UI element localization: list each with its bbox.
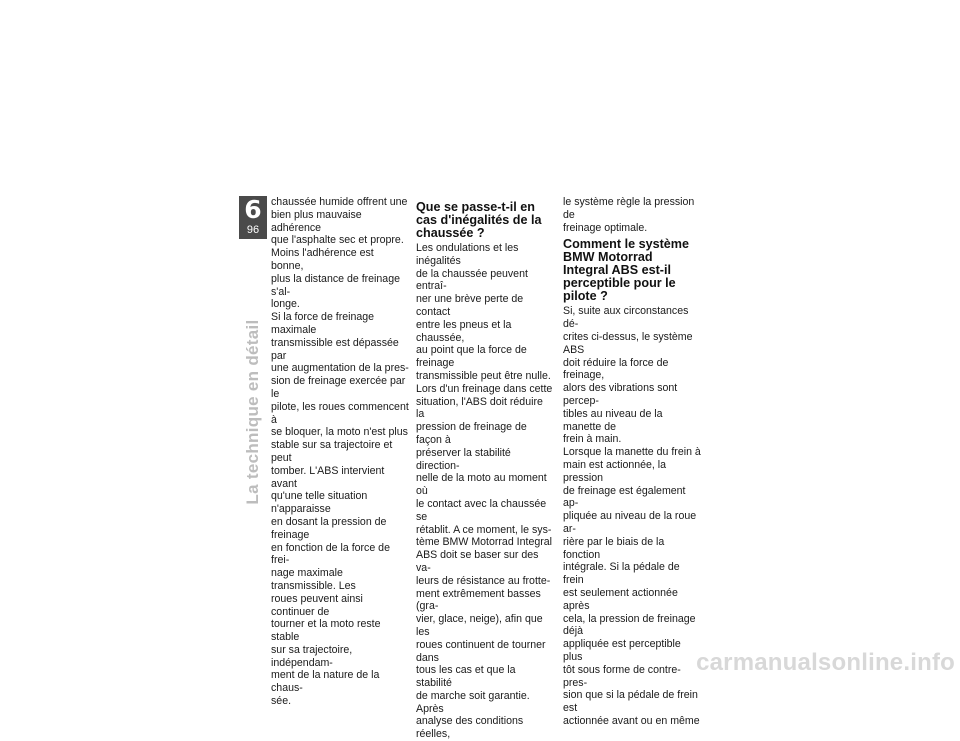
text-line: roues continuent de tourner dans: [416, 638, 546, 664]
text-line: plus la distance de freinage s'al-: [271, 272, 400, 298]
text-line: nelle de la moto au moment où: [416, 472, 547, 498]
text-line: Moins l'adhérence est bonne,: [271, 247, 374, 272]
text-line: pression de freinage de façon à: [416, 421, 527, 446]
text-line: de freinage est également ap-: [563, 484, 686, 510]
text-line: est seulement actionnée après: [563, 586, 678, 612]
text-line: transmissible peut être nulle.: [416, 369, 551, 382]
chapter-marker: [239, 196, 267, 239]
text-line: en fonction de la force de frei-: [271, 541, 390, 567]
text-line: sur sa trajectoire, indépendam-: [271, 643, 353, 669]
continued-paragraph: [563, 196, 701, 234]
page-number: 96: [246, 224, 260, 236]
text-line: Lors d'un freinage dans cette: [416, 382, 553, 395]
text-line: stable sur sa trajectoire et peut: [271, 439, 393, 464]
text-line: freinage optimale.: [563, 221, 648, 234]
text-line: longe.: [271, 298, 300, 311]
text-line: vier, glace, neige), afin que les: [416, 613, 543, 638]
text-line: chaussée humide offrent une: [271, 196, 408, 208]
text-line: pilote, les roues commencent à: [271, 400, 409, 426]
text-line: Lorsque la manette du frein à: [563, 446, 701, 459]
text-line: sée.: [271, 695, 292, 708]
text-line: sion que si la pédale de frein est: [563, 689, 698, 715]
text-line: de la chaussée peuvent entraî-: [416, 267, 528, 293]
text-line: Les ondulations et les inégalités: [416, 242, 519, 267]
side-chapter-title-text: La technique en détail: [243, 319, 262, 505]
text-line: sion de freinage exercée par le: [271, 375, 406, 400]
section-body-uneven-road: [416, 242, 554, 741]
text-line: cela, la pression de freinage déjà: [563, 612, 696, 638]
text-line: Si, suite aux circonstances dé-: [563, 305, 689, 331]
text-line: en dosant la pression de freinage: [271, 515, 387, 541]
text-line: frein à main.: [563, 433, 622, 446]
text-line: main est actionnée, la pression: [563, 458, 667, 484]
text-line: appliquée est perceptible plus: [563, 638, 681, 663]
text-line: qu'une telle situation n'apparaisse: [271, 490, 368, 516]
text-line: entre les pneus et la chaussée,: [416, 318, 512, 344]
text-line: ment de la nature de la chaus-: [271, 669, 380, 695]
text-line: analyse des conditions réelles,: [416, 715, 524, 741]
text-line: que l'asphalte sec et propre.: [271, 234, 404, 247]
text-line: situation, l'ABS doit réduire la: [416, 395, 543, 421]
text-line: ner une brève perte de contact: [416, 293, 524, 318]
text-line: se bloquer, la moto n'est plus: [271, 426, 408, 439]
text-line: tème BMW Motorrad Integral: [416, 536, 552, 549]
text-line: tomber. L'ABS intervient avant: [271, 464, 385, 490]
text-line: rétablit. A ce moment, le sys-: [416, 523, 552, 536]
section-heading-uneven-road: Que se passe-t-il en cas d'inégalités de la chaussée ?: [416, 200, 542, 240]
text-column-1: [271, 196, 409, 708]
text-line: transmissible est dépassée par: [271, 336, 399, 362]
text-line: le système règle la pression de: [563, 196, 695, 221]
text-line: Si la force de freinage maximale: [271, 311, 375, 336]
chapter-number: 6: [244, 195, 262, 224]
side-chapter-title: [239, 319, 267, 505]
text-line: rière par le biais de la fonction: [563, 535, 665, 561]
text-line: une augmentation de la pres-: [271, 362, 409, 375]
text-line: ment extrêmement basses (gra-: [416, 587, 541, 613]
text-line: préserver la stabilité direction-: [416, 446, 511, 472]
watermark: carmanualsonline.info: [696, 649, 955, 676]
text-line: nage maximale transmissible. Les: [271, 567, 356, 592]
text-line: tourner et la moto reste stable: [271, 618, 381, 644]
text-line: tibles au niveau de la manette de: [563, 407, 663, 433]
text-line: actionnée avant ou en même: [563, 714, 700, 727]
text-line: tous les cas et que la stabilité: [416, 664, 516, 690]
text-line: le contact avec la chaussée se: [416, 497, 547, 523]
text-line: intégrale. Si la pédale de frein: [563, 561, 680, 587]
text-line: bien plus mauvaise adhérence: [271, 208, 362, 234]
text-line: pliquée au niveau de la roue ar-: [563, 510, 697, 535]
text-line: au point que la force de freinage: [416, 344, 527, 370]
text-line: crites ci-dessus, le système ABS: [563, 330, 693, 356]
text-line: de marche soit garantie. Après: [416, 689, 530, 715]
text-column-3: [563, 196, 701, 728]
text-line: alors des vibrations sont percep-: [563, 382, 678, 407]
text-line: roues peuvent ainsi continuer de: [271, 592, 363, 618]
text-line: ABS doit se baser sur des va-: [416, 549, 539, 574]
section-heading-perceptible: Comment le système BMW Motorrad Integral ABS est-il perceptible pour le pilote ?: [563, 237, 689, 304]
text-line: tôt sous forme de contre-pres-: [563, 663, 681, 689]
text-line: leurs de résistance au frotte-: [416, 574, 551, 587]
text-column-2: [416, 196, 554, 741]
text-line: doit réduire la force de freinage,: [563, 356, 669, 382]
